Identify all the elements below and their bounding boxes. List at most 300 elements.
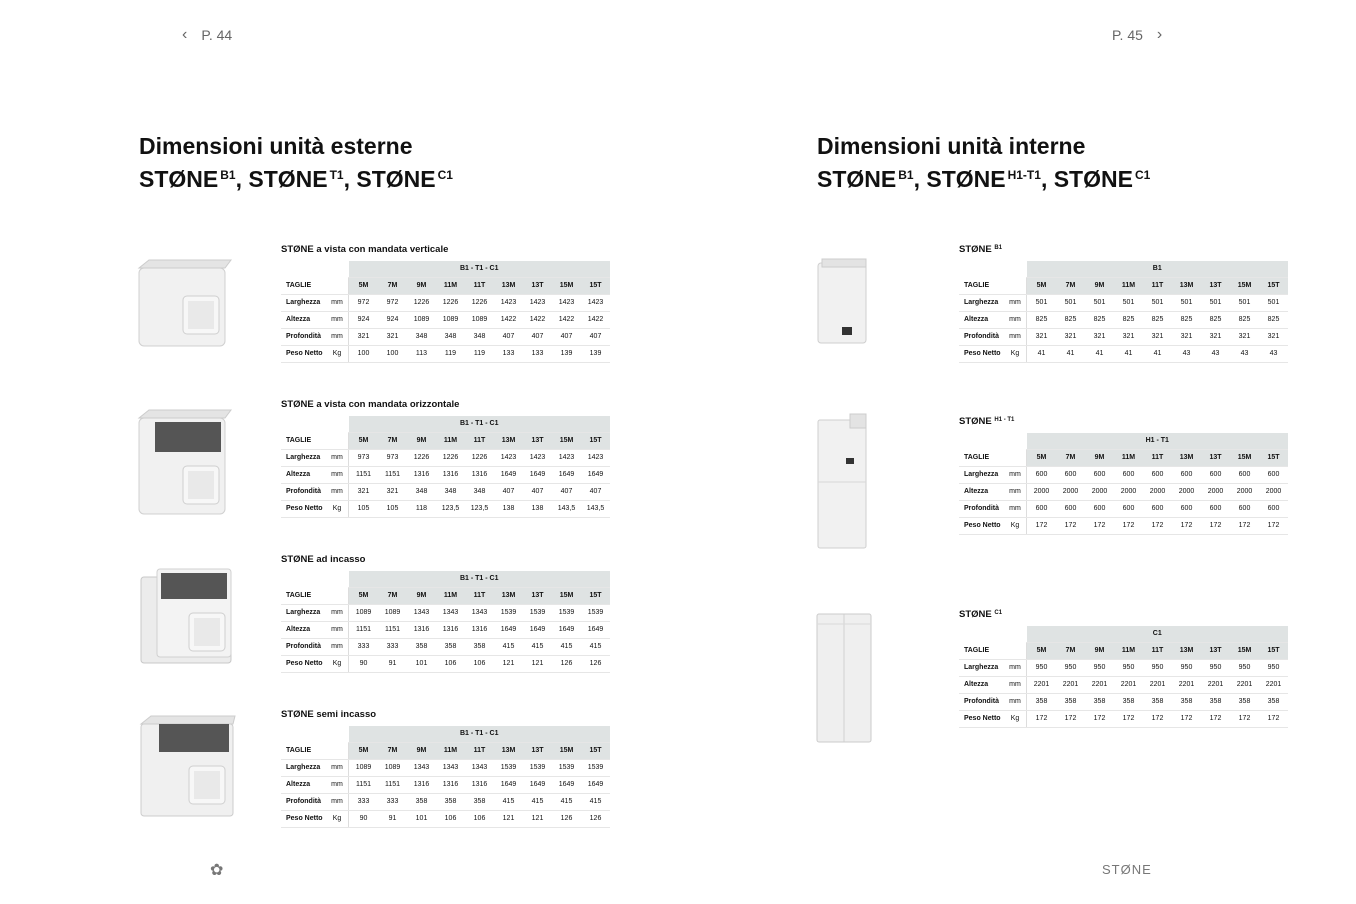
next-page-label: P. 45 [1112,27,1143,43]
size-header: 11T [1143,277,1172,294]
table-cell: 415 [494,793,523,810]
table-cell: 118 [407,500,436,517]
table-cell: 172 [1230,710,1259,727]
table-cell: 600 [1143,466,1172,483]
table-cell: 972 [349,294,379,311]
table-row [959,710,1288,727]
table-cell: 1423 [552,294,581,311]
table-row [281,483,610,500]
size-header: 11M [1114,642,1143,659]
table-row [281,793,610,810]
table-cell: 43 [1201,345,1230,362]
table-cell: 172 [1056,710,1085,727]
row-label: Larghezza [959,294,1004,311]
row-unit: mm [1004,693,1027,710]
table-cell: 358 [1085,693,1114,710]
size-header: 9M [1085,277,1114,294]
table-cell: 924 [378,311,407,328]
table-cell: 91 [378,655,407,672]
row-label: Altezza [281,621,326,638]
table-cell: 407 [581,328,610,345]
table-cell: 101 [407,655,436,672]
section-title [281,554,610,565]
section-title-text: STØNE a vista con mandata orizzontale [281,399,460,410]
size-header: 15M [552,742,581,759]
row-label: Altezza [281,466,326,483]
right-section-2 [959,609,1288,728]
size-header: 11T [465,432,494,449]
size-header: 7M [378,277,407,294]
row-label: Altezza [959,483,1004,500]
table-cell: 1316 [465,466,494,483]
table-cell: 358 [1027,693,1057,710]
table-cell: 1539 [523,604,552,621]
row-unit: mm [1004,328,1027,345]
size-header: 13M [494,277,523,294]
size-header: 5M [1027,449,1057,466]
title-part: , STØNE [1040,166,1133,192]
section-title [959,244,1288,255]
brand-logo-icon: ✿ [210,862,224,879]
table-cell: 2201 [1056,676,1085,693]
table-cell: 172 [1114,517,1143,534]
size-header: 15T [581,432,610,449]
table-cell: 133 [523,345,552,362]
table-cell: 950 [1172,659,1201,676]
table-cell: 825 [1143,311,1172,328]
table-cell: 91 [378,810,407,827]
table-row [959,517,1288,534]
row-unit: Kg [1004,710,1027,727]
size-header: 13T [523,432,552,449]
table-cell: 600 [1172,466,1201,483]
prev-page-label: P. 44 [201,27,233,43]
size-header: 15T [1259,277,1288,294]
table-cell: 501 [1143,294,1172,311]
table-row [959,483,1288,500]
table-cell: 415 [552,793,581,810]
table-cell: 407 [523,483,552,500]
title-part: , STØNE [913,166,1006,192]
table-cell: 1423 [494,294,523,311]
row-unit: Kg [326,345,349,362]
table-cell: 100 [349,345,379,362]
right-section-0 [959,244,1288,363]
table-cell: 1089 [465,311,494,328]
row-label: Larghezza [281,604,326,621]
row-unit: mm [326,311,349,328]
table-cell: 600 [1230,466,1259,483]
table-cell: 1539 [552,759,581,776]
row-label: Peso Netto [959,345,1004,362]
table-cell: 348 [465,328,494,345]
table-cell: 113 [407,345,436,362]
table-cell: 600 [1143,500,1172,517]
title-part: STØNE [817,166,897,192]
table-cell: 501 [1114,294,1143,311]
section-title-text: STØNE [959,416,992,427]
table-cell: 1649 [494,776,523,793]
empty-cell [326,416,349,432]
row-label: Peso Netto [281,655,326,672]
empty-cell [281,416,326,432]
table-cell: 358 [436,793,465,810]
prev-page-button[interactable] [182,26,232,44]
size-header: 5M [349,277,379,294]
table-cell: 121 [523,655,552,672]
table-cell: 172 [1056,517,1085,534]
row-unit: mm [326,449,349,466]
size-header: 5M [349,742,379,759]
title-part: , STØNE [235,166,328,192]
table-cell: 43 [1230,345,1259,362]
table-cell: 825 [1085,311,1114,328]
right-title-line2 [817,161,1150,194]
table-cell: 101 [407,810,436,827]
title-sup: C1 [437,168,453,182]
empty-cell [326,261,349,277]
table-cell: 1089 [349,604,379,621]
table-cell: 126 [552,810,581,827]
table-cell: 138 [494,500,523,517]
table-cell: 1226 [436,449,465,466]
table-cell: 321 [1027,328,1057,345]
table-cell: 1649 [523,621,552,638]
table-cell: 1423 [494,449,523,466]
table-cell: 600 [1259,466,1288,483]
dimensions-table [959,261,1288,363]
table-cell: 358 [1143,693,1172,710]
table-row [281,449,610,466]
left-page-title [139,132,453,194]
size-header: 11T [1143,449,1172,466]
table-cell: 172 [1230,517,1259,534]
table-cell: 600 [1201,466,1230,483]
row-label: Peso Netto [281,500,326,517]
table-cell: 950 [1259,659,1288,676]
chevron-right-icon: › [1156,26,1163,43]
table-header-row [281,742,610,759]
table-header-label: TAGLIE [281,277,326,294]
table-cell: 600 [1027,500,1057,517]
table-cell: 415 [581,638,610,655]
row-unit: Kg [1004,345,1027,362]
row-unit: Kg [326,500,349,517]
table-cell: 1422 [523,311,552,328]
empty-cell [281,726,326,742]
table-cell: 321 [378,483,407,500]
row-label: Larghezza [281,449,326,466]
size-header: 13M [1172,642,1201,659]
row-label: Altezza [959,676,1004,693]
empty-cell [326,742,349,759]
table-cell: 321 [1085,328,1114,345]
size-header: 13T [1201,642,1230,659]
table-cell: 407 [581,483,610,500]
table-cell: 358 [1201,693,1230,710]
table-cell: 90 [349,810,379,827]
table-cell: 321 [1114,328,1143,345]
table-group-header: B1 - T1 - C1 [349,416,611,432]
size-header: 5M [349,587,379,604]
size-header: 15M [1230,449,1259,466]
table-cell: 407 [552,483,581,500]
table-cell: 501 [1085,294,1114,311]
table-cell: 358 [1114,693,1143,710]
table-cell: 121 [494,655,523,672]
table-cell: 2201 [1114,676,1143,693]
table-cell: 600 [1114,466,1143,483]
table-cell: 2000 [1143,483,1172,500]
product-image-recessed [135,563,240,668]
row-unit: Kg [326,810,349,827]
row-label: Altezza [281,776,326,793]
size-header: 15T [1259,642,1288,659]
size-header: 15M [1230,642,1259,659]
table-cell: 1649 [552,466,581,483]
table-cell: 1423 [523,449,552,466]
row-label: Peso Netto [959,710,1004,727]
table-cell: 1539 [494,759,523,776]
table-cell: 972 [378,294,407,311]
size-header: 13M [494,587,523,604]
table-cell: 825 [1259,311,1288,328]
table-cell: 105 [349,500,379,517]
table-cell: 43 [1259,345,1288,362]
table-cell: 172 [1259,710,1288,727]
table-cell: 121 [523,810,552,827]
size-header: 9M [1085,642,1114,659]
table-cell: 1539 [494,604,523,621]
table-cell: 415 [552,638,581,655]
size-header: 13T [1201,449,1230,466]
row-unit: mm [326,621,349,638]
table-cell: 600 [1201,500,1230,517]
row-unit: mm [1004,311,1027,328]
table-cell: 321 [349,328,379,345]
size-header: 11M [1114,277,1143,294]
table-cell: 2201 [1085,676,1114,693]
product-image-semi-recessed [135,712,240,822]
section-title-text: STØNE [959,244,992,255]
table-cell: 2000 [1259,483,1288,500]
table-cell: 1316 [465,621,494,638]
table-cell: 358 [465,793,494,810]
chevron-left-icon: ‹ [182,26,188,43]
size-header: 11T [1143,642,1172,659]
table-cell: 1316 [407,621,436,638]
table-cell: 1649 [581,466,610,483]
table-header-label: TAGLIE [959,642,1004,659]
table-cell: 1226 [407,449,436,466]
table-cell: 1539 [552,604,581,621]
table-cell: 600 [1114,500,1143,517]
left-title-line2 [139,161,453,194]
size-header: 11M [436,277,465,294]
row-label: Peso Netto [281,345,326,362]
table-cell: 501 [1027,294,1057,311]
table-group-header: H1 - T1 [1027,433,1289,449]
table-cell: 172 [1143,517,1172,534]
size-header: 15T [581,587,610,604]
size-header: 13M [1172,449,1201,466]
table-cell: 2000 [1201,483,1230,500]
product-image-vertical [135,258,235,353]
table-cell: 1151 [378,466,407,483]
table-cell: 348 [436,328,465,345]
size-header: 15M [552,277,581,294]
table-cell: 501 [1230,294,1259,311]
size-header: 9M [407,277,436,294]
table-cell: 138 [523,500,552,517]
table-cell: 407 [494,328,523,345]
product-image-c1 [812,610,877,745]
table-cell: 1649 [523,466,552,483]
table-cell: 950 [1085,659,1114,676]
table-cell: 321 [1143,328,1172,345]
table-header-row [281,587,610,604]
table-cell: 2201 [1201,676,1230,693]
table-cell: 1089 [378,604,407,621]
row-label: Profondità [281,328,326,345]
row-label: Larghezza [281,759,326,776]
table-cell: 348 [436,483,465,500]
table-cell: 407 [523,328,552,345]
table-cell: 950 [1230,659,1259,676]
table-header-row [281,277,610,294]
table-cell: 321 [1201,328,1230,345]
table-cell: 950 [1143,659,1172,676]
table-cell: 825 [1172,311,1201,328]
table-cell: 1343 [465,759,494,776]
size-header: 9M [407,587,436,604]
table-row [959,500,1288,517]
row-label: Altezza [281,311,326,328]
table-cell: 1422 [552,311,581,328]
table-cell: 950 [1201,659,1230,676]
table-cell: 121 [494,810,523,827]
section-title [959,416,1288,427]
empty-cell [959,626,1004,642]
size-header: 5M [349,432,379,449]
table-header-row [959,449,1288,466]
table-cell: 600 [1027,466,1057,483]
table-header-row [281,432,610,449]
size-header: 11M [436,432,465,449]
table-cell: 172 [1201,710,1230,727]
table-cell: 106 [465,655,494,672]
table-cell: 501 [1172,294,1201,311]
table-cell: 41 [1085,345,1114,362]
table-cell: 600 [1085,466,1114,483]
table-cell: 1539 [581,604,610,621]
table-cell: 1423 [552,449,581,466]
table-header-row [959,277,1288,294]
table-cell: 1226 [465,294,494,311]
table-row [959,294,1288,311]
table-cell: 106 [465,810,494,827]
empty-cell [1004,642,1027,659]
table-cell: 2000 [1027,483,1057,500]
size-header: 9M [407,432,436,449]
size-header: 11M [436,587,465,604]
table-row [281,604,610,621]
table-cell: 2000 [1056,483,1085,500]
table-cell: 41 [1027,345,1057,362]
product-image-h1-t1 [812,412,872,552]
table-cell: 1343 [407,759,436,776]
row-label: Profondità [959,693,1004,710]
table-cell: 1226 [436,294,465,311]
table-cell: 333 [349,638,379,655]
table-cell: 106 [436,655,465,672]
table-cell: 2000 [1230,483,1259,500]
table-cell: 1649 [552,776,581,793]
row-label: Profondità [281,793,326,810]
row-label: Larghezza [959,659,1004,676]
empty-cell [1004,277,1027,294]
table-group-header: B1 [1027,261,1289,277]
size-header: 11T [465,742,494,759]
size-header: 15M [1230,277,1259,294]
table-row [959,659,1288,676]
row-unit: mm [326,776,349,793]
table-cell: 1316 [436,776,465,793]
section-title [281,399,610,410]
table-cell: 333 [378,793,407,810]
table-cell: 2000 [1114,483,1143,500]
table-cell: 126 [552,655,581,672]
empty-cell [326,432,349,449]
row-label: Peso Netto [959,517,1004,534]
row-unit: mm [326,294,349,311]
row-unit: Kg [1004,517,1027,534]
table-row [281,638,610,655]
product-image-horizontal [135,408,235,518]
dimensions-table [959,433,1288,535]
table-cell: 924 [349,311,379,328]
table-cell: 600 [1085,500,1114,517]
table-header-row [959,642,1288,659]
table-cell: 1226 [407,294,436,311]
dimensions-table [959,626,1288,728]
section-title-text: STØNE semi incasso [281,709,377,720]
table-cell: 415 [581,793,610,810]
table-cell: 950 [1056,659,1085,676]
table-cell: 1316 [436,466,465,483]
table-header-label: TAGLIE [959,277,1004,294]
table-cell: 1151 [378,776,407,793]
table-cell: 90 [349,655,379,672]
table-cell: 358 [436,638,465,655]
next-page-button[interactable] [1112,26,1162,44]
table-cell: 172 [1201,517,1230,534]
table-cell: 600 [1056,466,1085,483]
table-cell: 1316 [407,466,436,483]
size-header: 15M [552,587,581,604]
table-cell: 172 [1114,710,1143,727]
table-row [281,500,610,517]
table-cell: 119 [436,345,465,362]
table-row [281,328,610,345]
table-cell: 501 [1259,294,1288,311]
left-title-line1: Dimensioni unità esterne [139,133,413,159]
table-cell: 2201 [1230,676,1259,693]
size-header: 11T [465,277,494,294]
empty-cell [326,571,349,587]
empty-cell [959,261,1004,277]
table-cell: 1151 [378,621,407,638]
